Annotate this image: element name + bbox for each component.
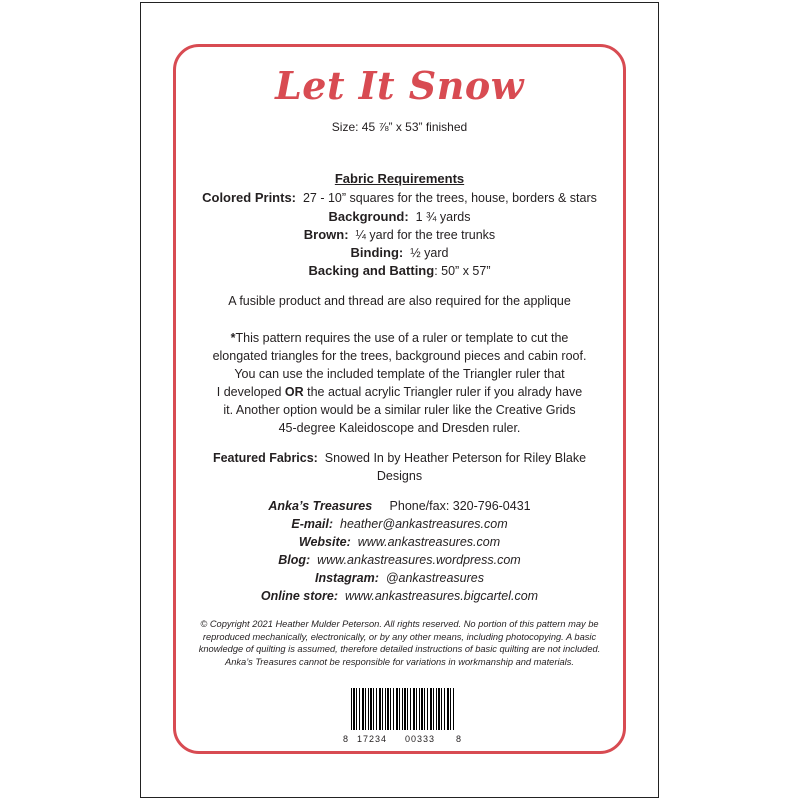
barcode-bars bbox=[351, 688, 455, 730]
featured-fabrics bbox=[173, 449, 626, 467]
pattern-title: Let It Snow bbox=[275, 63, 524, 108]
requirement-value: : 50” x 57” bbox=[434, 264, 491, 278]
copyright-line: Anka’s Treasures cannot be responsible for variations in workmanship and materials. bbox=[225, 656, 574, 667]
store-link[interactable]: www.ankastreasures.bigcartel.com bbox=[344, 589, 539, 603]
requirement-label: Backing and Batting bbox=[308, 263, 435, 278]
ruler-note-text: I developed bbox=[216, 385, 285, 399]
requirement-colored-prints bbox=[173, 190, 626, 205]
fusible-note: A fusible product and thread are also required for the applique bbox=[228, 294, 571, 308]
company-name: Anka’s Treasures bbox=[268, 499, 373, 513]
copyright-line: © Copyright 2021 Heather Mulder Peterson. All rights reserved. No portion of this pattern may be bbox=[200, 619, 599, 629]
ruler-note-line bbox=[173, 383, 626, 401]
requirement-value: ½ yard bbox=[410, 246, 449, 260]
featured-value: Snowed In by Heather Peterson for Riley Blake bbox=[324, 451, 587, 465]
ruler-note-text: This pattern requires the use of a ruler or template to cut the bbox=[235, 331, 569, 345]
website-label: Website: bbox=[298, 535, 351, 549]
barcode-digits: 17234 bbox=[357, 734, 388, 744]
contact-blog-line bbox=[173, 553, 626, 567]
blog-label: Blog: bbox=[278, 553, 311, 567]
requirement-label: Colored Prints: bbox=[202, 190, 297, 205]
email-link[interactable]: heather@ankastreasures.com bbox=[340, 517, 508, 531]
contact-website-line bbox=[173, 535, 626, 549]
copyright-notice bbox=[173, 618, 626, 668]
requirement-value: 1 ¾ yards bbox=[415, 210, 471, 224]
featured-value-cont: Designs bbox=[376, 469, 423, 483]
barcode-digit: 8 bbox=[343, 734, 350, 744]
asterisk: * bbox=[230, 331, 236, 345]
requirement-backing-batting bbox=[173, 263, 626, 278]
contact-company-line bbox=[173, 499, 626, 513]
instagram-label: Instagram: bbox=[314, 571, 379, 585]
requirement-binding bbox=[173, 245, 626, 260]
ruler-note-emphasis: OR bbox=[284, 385, 304, 399]
barcode-digit: 8 bbox=[456, 734, 463, 744]
ruler-note-text: the actual acrylic Triangler ruler if you alrady have bbox=[303, 385, 583, 399]
requirement-label: Background: bbox=[328, 209, 409, 224]
phone-fax: Phone/fax: 320-796-0431 bbox=[389, 499, 531, 513]
featured-label: Featured Fabrics: bbox=[212, 451, 318, 465]
fabric-requirements-heading: Fabric Requirements bbox=[334, 171, 465, 186]
contact-store-line bbox=[173, 589, 626, 603]
store-label: Online store: bbox=[260, 589, 338, 603]
requirement-value: ¼ yard for the tree trunks bbox=[355, 228, 496, 242]
barcode-digits: 00333 bbox=[405, 734, 436, 744]
requirement-value: 27 - 10” squares for the trees, house, borders & stars bbox=[302, 191, 597, 205]
ruler-note-line bbox=[173, 329, 626, 347]
copyright-line: knowledge of quilting is assumed, therefore detailed instructions of basic quilting are not included. bbox=[198, 644, 601, 654]
ruler-note-line: 45-degree Kaleidoscope and Dresden ruler. bbox=[278, 421, 521, 435]
finished-size: Size: 45 ⅞” x 53” finished bbox=[331, 120, 468, 134]
ruler-note-line: You can use the included template of the Triangler ruler that bbox=[234, 367, 565, 381]
website-link[interactable]: www.ankastreasures.com bbox=[357, 535, 501, 549]
requirement-label: Binding: bbox=[350, 245, 404, 260]
contact-instagram-line bbox=[173, 571, 626, 585]
requirement-background bbox=[173, 209, 626, 224]
blog-link[interactable]: www.ankastreasures.wordpress.com bbox=[317, 553, 521, 567]
ruler-note-line: elongated triangles for the trees, background pieces and cabin roof. bbox=[212, 349, 587, 363]
ruler-note-line: it. Another option would be a similar ruler like the Creative Grids bbox=[223, 403, 576, 417]
copyright-line: reproduced mechanically, electronically, or by any other means, including photocopying. A basic bbox=[202, 631, 597, 642]
contact-email-line bbox=[173, 517, 626, 531]
instagram-handle[interactable]: @ankastreasures bbox=[385, 571, 484, 585]
requirement-brown bbox=[173, 227, 626, 242]
upc-barcode bbox=[343, 688, 461, 744]
email-label: E-mail: bbox=[291, 517, 334, 531]
requirement-label: Brown: bbox=[303, 227, 349, 242]
